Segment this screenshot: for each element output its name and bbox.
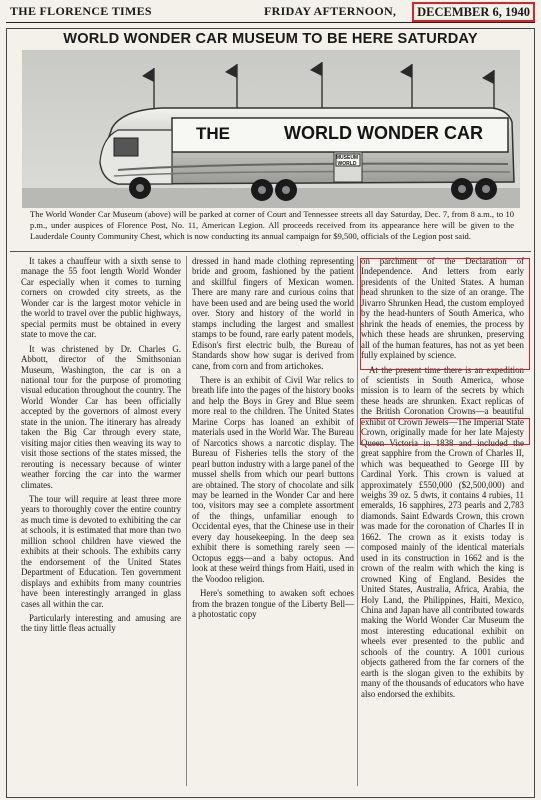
- masthead: [6, 4, 535, 23]
- paragraph: It takes a chauffeur with a sixth sense to manage the 55 foot length World Wonder Car especially when it comes to turning corners on crowded city streets, as the Wonder car is the largest motor vehicle in the world to travel over the public highways, special permits must be obtained in every state to move the car.: [21, 256, 181, 340]
- car-door-sign: MUSEUM WORLD: [335, 155, 359, 167]
- car-sign-title: WORLD WONDER CAR: [284, 123, 483, 143]
- caption-divider: [10, 251, 531, 252]
- newspaper-name: THE FLORENCE TIMES: [10, 4, 152, 18]
- publication-date: DECEMBER 6, 1940: [412, 2, 535, 22]
- column-rule: [357, 256, 358, 786]
- paragraph: The tour will require at least three more years to thoroughly cover the entire country as much time is devoted to exhibiting the car at schools, it is estimated that more than two million school children have viewed the exhibits at their schools. The exhibits carry the endorsement of the United States Department of Education. Ten government displays and exhibits from many countries have been interestingly arranged in glass cases all within the car.: [21, 493, 181, 609]
- edition-label: FRIDAY AFTERNOON,: [264, 4, 397, 18]
- paragraph: Here's something to awaken soft echoes from the brazen tongue of the Liberty Bell—a photostatic copy: [192, 588, 354, 619]
- car-photo: [22, 50, 520, 208]
- photo-caption: The World Wonder Car Museum (above) will be parked at corner of Court and Tennessee streets all day Saturday, Dec. 7, from 8 a.m., to 10 p.m., under auspices of Florence Post, No. 11, American Legion. All proceeds received from its appearance here will be given to the Lauderdale County Community Chest, which is now conducting its annual campaign for $9,500, officials of the Legion post said.: [30, 209, 514, 241]
- paragraph: There is an exhibit of Civil War relics to breath life into the pages of the history books and help the Boys in Grey and Blue seem more real to the children. The United States Marine Corps has loaned an exhibit of materials used in the World War. The Bureau of Narcotics shows a narcotic display. The Bureau of Fisheries tells the story of the pearl button industry with a large panel of the mussel shells from which our pearl buttons are obtained. The story of chocolate and silk may be learned in the Wonder Car and here too, visitors may see a complete assortment of the things, unfamiliar enough to Occidental eyes, that the Chinese use in their every day housekeeping. In the deep sea exhibit there is something rarely seen — Octopus eggs—and a baby octopus. And look at these weird things from Haiti, used in the Voodoo religion.: [192, 374, 355, 584]
- article-headline: WORLD WONDER CAR MUSEUM TO BE HERE SATURDAY: [63, 31, 478, 47]
- article-column-3: [361, 256, 524, 703]
- article-column-2: [192, 256, 354, 623]
- column-rule: [186, 256, 187, 786]
- paragraph: It was christened by Dr. Charles G. Abbott, director of the Smithsonian Museum, Washington, the car is on a national tour for the purpose of promoting visual education throughout the country. The World Wonder Car has been officially accepted by the governors of almost every state in the union. The itinerary has already taken the Big Car through every state, visiting major cities then weaving its way to visit those sections of the states missed, the rerouting is necessary because of winter weather forcing the car into the warmer climates.: [21, 343, 181, 490]
- article-column-1: [21, 256, 181, 638]
- paragraph: Particularly interesting and amusing are the tiny little fleas actually: [21, 612, 181, 634]
- car-sign-the: THE: [196, 124, 230, 143]
- paragraph: At the present time there is an expedition of scientists in South America, whose mission is to learn of the secrets by which these heads are shrunken. Exact replicas of the British Coronation Crowns—a beautiful exhibit of Crown Jewels—The Imperial State Crown, originally made for her late Majesty Queen Victoria in 1838 and included the great sapphire from the Crown of Charles II, which was bequeathed to George III by Cardinal York. This crown is valued at approximately £550,000 ($2,500,000) and weighs 39 oz. 5 dwts, it contains 4 rubies, 11 emeralds, 16 sapphires, 273 pearls and 2,783 diamonds. Saint Edwards Crown, this crown was made for the coronation of Charles II in 1662. The crown as it exists today is composed mainly of the identical materials used in its construction in 1662 and is the crown of the realm with which the king is crowned King of England. Besides the United States, Australia, Africa, Arabia, the Holy Land, the Philippines, Haiti, Mexico, China and Japan have all contributed towards making the World Wonder Car Museum the most interesting educational exhibit on wheels ever presented to the public and schools of the country. A 1001 curious objects gathered from the far corners of the earth is the slogan given to the exhibits by many of the thousands of educators who have also endorsed the exhibits.: [361, 364, 524, 699]
- paragraph: dressed in hand made clothing representing bride and groom, fashioned by the patient and skillful fingers of Mexican women. There are many rare and curious coins that have been used and are being used the world over. Story and history of the world in stamps including the largest and smallest stamps to be found, rare early patent models, Edison's first electric bulb, the Bureau of Standards show how sugar is derived from cane, from corn and from artichokes.: [192, 256, 354, 371]
- paragraph: on parchment of the Declaration of Independence. And letters from early presidents of the United States. A human head shrunken to the size of an orange. The Jivarro Shrunken Head, the custom employed by the head-hunters of South America, who shrink the heads of enemies, the process by which these heads are shrunken, preserving all of the human features, has not as yet been fully explained by science.: [361, 256, 524, 361]
